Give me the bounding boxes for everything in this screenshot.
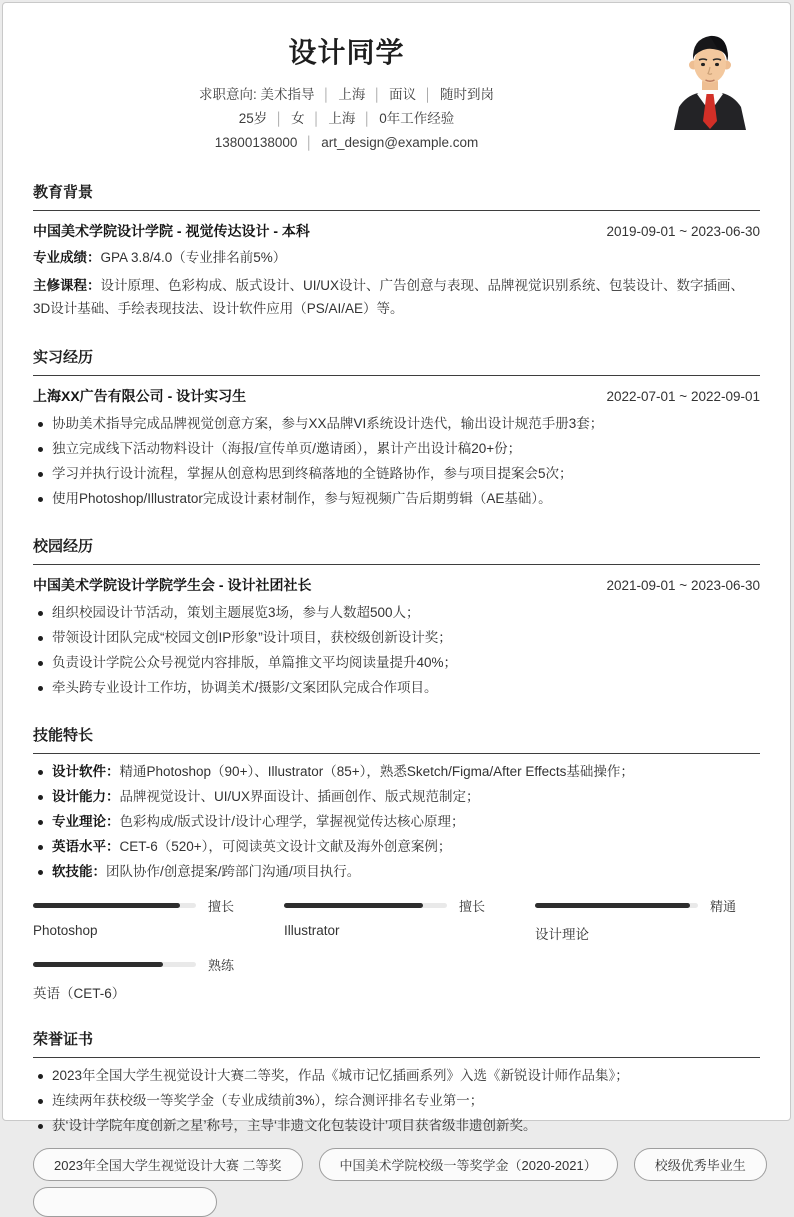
list-item: 获‘设计学院年度创新之星’称号，主导‘非遗文化包装设计’项目获省级非遗创新奖。	[33, 1116, 760, 1136]
list-item	[33, 837, 760, 857]
skill-bar-fill	[33, 962, 163, 967]
honors-bullet-list	[33, 1066, 760, 1136]
age: 25岁	[238, 111, 268, 126]
skill-bar-illustrator	[284, 896, 509, 943]
section-education	[33, 181, 760, 320]
email-address: art_design@example.com	[321, 135, 479, 150]
resume-header	[33, 21, 760, 155]
honor-badge: 2023年全国大学生视觉设计大赛 二等奖	[33, 1148, 303, 1181]
header-line-intention	[33, 83, 660, 107]
list-item: 牵头跨专业设计工作坊，协调美术/摄影/文案团队完成合作项目。	[33, 678, 760, 698]
list-item	[33, 762, 760, 782]
courses-label: 主修课程：	[33, 278, 101, 293]
honor-badges-row	[33, 1148, 760, 1181]
list-item: 负责设计学院公众号视觉内容排版，单篇推文平均阅读量提升40%；	[33, 653, 760, 673]
skill-text: 团队协作/创意提案/跨部门沟通/项目执行。	[106, 864, 361, 879]
skill-label: 英语水平：	[52, 839, 120, 854]
skill-name: Photoshop	[33, 923, 98, 938]
skill-name: 设计理论	[535, 927, 589, 942]
bar-row	[535, 896, 760, 915]
separator-bar: │	[305, 136, 314, 150]
internship-date-range: 2022-07-01 ~ 2022-09-01	[606, 389, 760, 404]
skills-bullet-list	[33, 762, 760, 882]
list-item: 学习并执行设计流程，掌握从创意构思到终稿落地的全链路协作，参与项目提案会5次；	[33, 464, 760, 484]
gpa-line	[33, 246, 760, 269]
separator-bar: │	[424, 88, 432, 102]
list-item	[33, 862, 760, 882]
skill-bars-grid	[33, 896, 760, 1002]
skill-text: 品牌视觉设计、UI/UX界面设计、插画创作、版式规范制定；	[119, 789, 480, 804]
education-entry-header	[33, 221, 760, 241]
separator-bar: │	[322, 88, 331, 102]
campus-bullet-list	[33, 603, 760, 698]
avatar	[660, 27, 760, 130]
honor-badges-row-2	[33, 1187, 760, 1217]
section-title-education: 教育背景	[33, 181, 760, 211]
skill-text: 色彩构成/版式设计/设计心理学，掌握视觉传达核心原理；	[119, 814, 465, 829]
section-title-campus: 校园经历	[33, 535, 760, 565]
skill-text: 精通Photoshop（90+）、Illustrator（85+），熟悉Sketch/Figma/After Effects基础操作；	[119, 764, 634, 779]
separator-bar: │	[275, 112, 284, 126]
campus-date-range: 2021-09-01 ~ 2023-06-30	[606, 578, 760, 593]
header-line-contact	[33, 131, 660, 155]
skill-level-label: 熟练	[208, 958, 235, 973]
organization-name: 中国美术学院设计学院学生会 - 设计社团社长	[33, 577, 312, 593]
skill-label: 专业理论：	[52, 814, 120, 829]
job-intention: 求职意向: 美术指导	[199, 87, 315, 102]
skill-bar-design-theory	[535, 896, 760, 943]
separator-bar: │	[363, 112, 372, 126]
skill-name: 英语（CET-6）	[33, 986, 126, 1001]
skill-bar-track	[535, 903, 698, 908]
availability: 随时到岗	[439, 87, 494, 102]
section-campus	[33, 535, 760, 698]
list-item: 连续两年获校级一等奖学金（专业成绩前3%），综合测评排名专业第一；	[33, 1091, 760, 1111]
header-line-profile	[33, 107, 660, 131]
resume-page	[2, 2, 791, 1173]
skill-label: 设计软件：	[52, 764, 120, 779]
separator-bar: │	[373, 88, 382, 102]
avatar-illustration	[660, 27, 760, 130]
section-title-internship: 实习经历	[33, 346, 760, 376]
section-title-skills: 技能特长	[33, 724, 760, 754]
honor-badge-partial	[33, 1187, 217, 1217]
skill-bar-fill	[33, 903, 180, 908]
honor-badge: 校级优秀毕业生	[634, 1148, 767, 1181]
internship-entry-header	[33, 386, 760, 406]
gender: 女	[291, 111, 305, 126]
list-item: 协助美术指导完成品牌视觉创意方案，参与XX品牌VI系统设计迭代，输出设计规范手册3套；	[33, 414, 760, 434]
section-honors	[33, 1028, 760, 1217]
honor-badge: 中国美术学院校级一等奖学金（2020-2021）	[319, 1148, 618, 1181]
skill-bar-track	[284, 903, 447, 908]
section-skills	[33, 724, 760, 1002]
bar-row	[33, 955, 258, 974]
skill-level-label: 精通	[710, 899, 737, 914]
section-title-honors: 荣誉证书	[33, 1028, 760, 1058]
phone-number: 13800138000	[214, 135, 298, 150]
school-name: 中国美术学院设计学院 - 视觉传达设计 - 本科	[33, 223, 310, 239]
gpa-value: GPA 3.8/4.0（专业排名前5%）	[100, 250, 287, 265]
company-name: 上海XX广告有限公司 - 设计实习生	[33, 388, 247, 404]
intention-city: 上海	[338, 87, 366, 102]
skill-text: CET-6（520+），可阅读英文设计文献及海外创意案例；	[119, 839, 452, 854]
work-experience: 0年工作经验	[379, 111, 455, 126]
skill-bar-fill	[284, 903, 423, 908]
bar-row	[284, 896, 509, 915]
education-date-range: 2019-09-01 ~ 2023-06-30	[606, 224, 760, 239]
separator-bar: │	[312, 112, 321, 126]
list-item: 2023年全国大学生视觉设计大赛二等奖，作品《城市记忆插画系列》入选《新锐设计师作品集》；	[33, 1066, 760, 1086]
skill-bar-track	[33, 962, 196, 967]
internship-bullet-list	[33, 414, 760, 509]
campus-entry-header	[33, 575, 760, 595]
page-title: 设计同学	[288, 37, 405, 68]
header-text-block	[33, 21, 660, 155]
skill-bar-fill	[535, 903, 690, 908]
list-item: 组织校园设计节活动，策划主题展览3场，参与人数超500人；	[33, 603, 760, 623]
location: 上海	[328, 111, 356, 126]
skill-bar-photoshop	[33, 896, 258, 943]
skill-label: 设计能力：	[52, 789, 120, 804]
skill-bar-track	[33, 903, 196, 908]
courses-value: 设计原理、色彩构成、版式设计、UI/UX设计、广告创意与表现、品牌视觉识别系统、包装设计、数字插画、3D设计基础、手绘表现技法、设计软件应用（PS/AI/AE）等。	[33, 278, 745, 316]
list-item: 独立完成线下活动物料设计（海报/宣传单页/邀请函），累计产出设计稿20+份；	[33, 439, 760, 459]
courses-line	[33, 274, 760, 320]
skill-label: 软技能：	[52, 864, 106, 879]
skill-level-label: 擅长	[459, 899, 486, 914]
list-item: 使用Photoshop/Illustrator完成设计素材制作，参与短视频广告后期剪辑（AE基础）。	[33, 489, 760, 509]
list-item	[33, 787, 760, 807]
gpa-label: 专业成绩：	[33, 250, 101, 265]
skill-bar-english	[33, 955, 258, 1002]
salary-expectation: 面议	[389, 87, 417, 102]
skill-name: Illustrator	[284, 923, 340, 938]
section-internship	[33, 346, 760, 509]
list-item: 带领设计团队完成“校园文创IP形象”设计项目，获校级创新设计奖；	[33, 628, 760, 648]
skill-level-label: 擅长	[208, 899, 235, 914]
bar-row	[33, 896, 258, 915]
list-item	[33, 812, 760, 832]
